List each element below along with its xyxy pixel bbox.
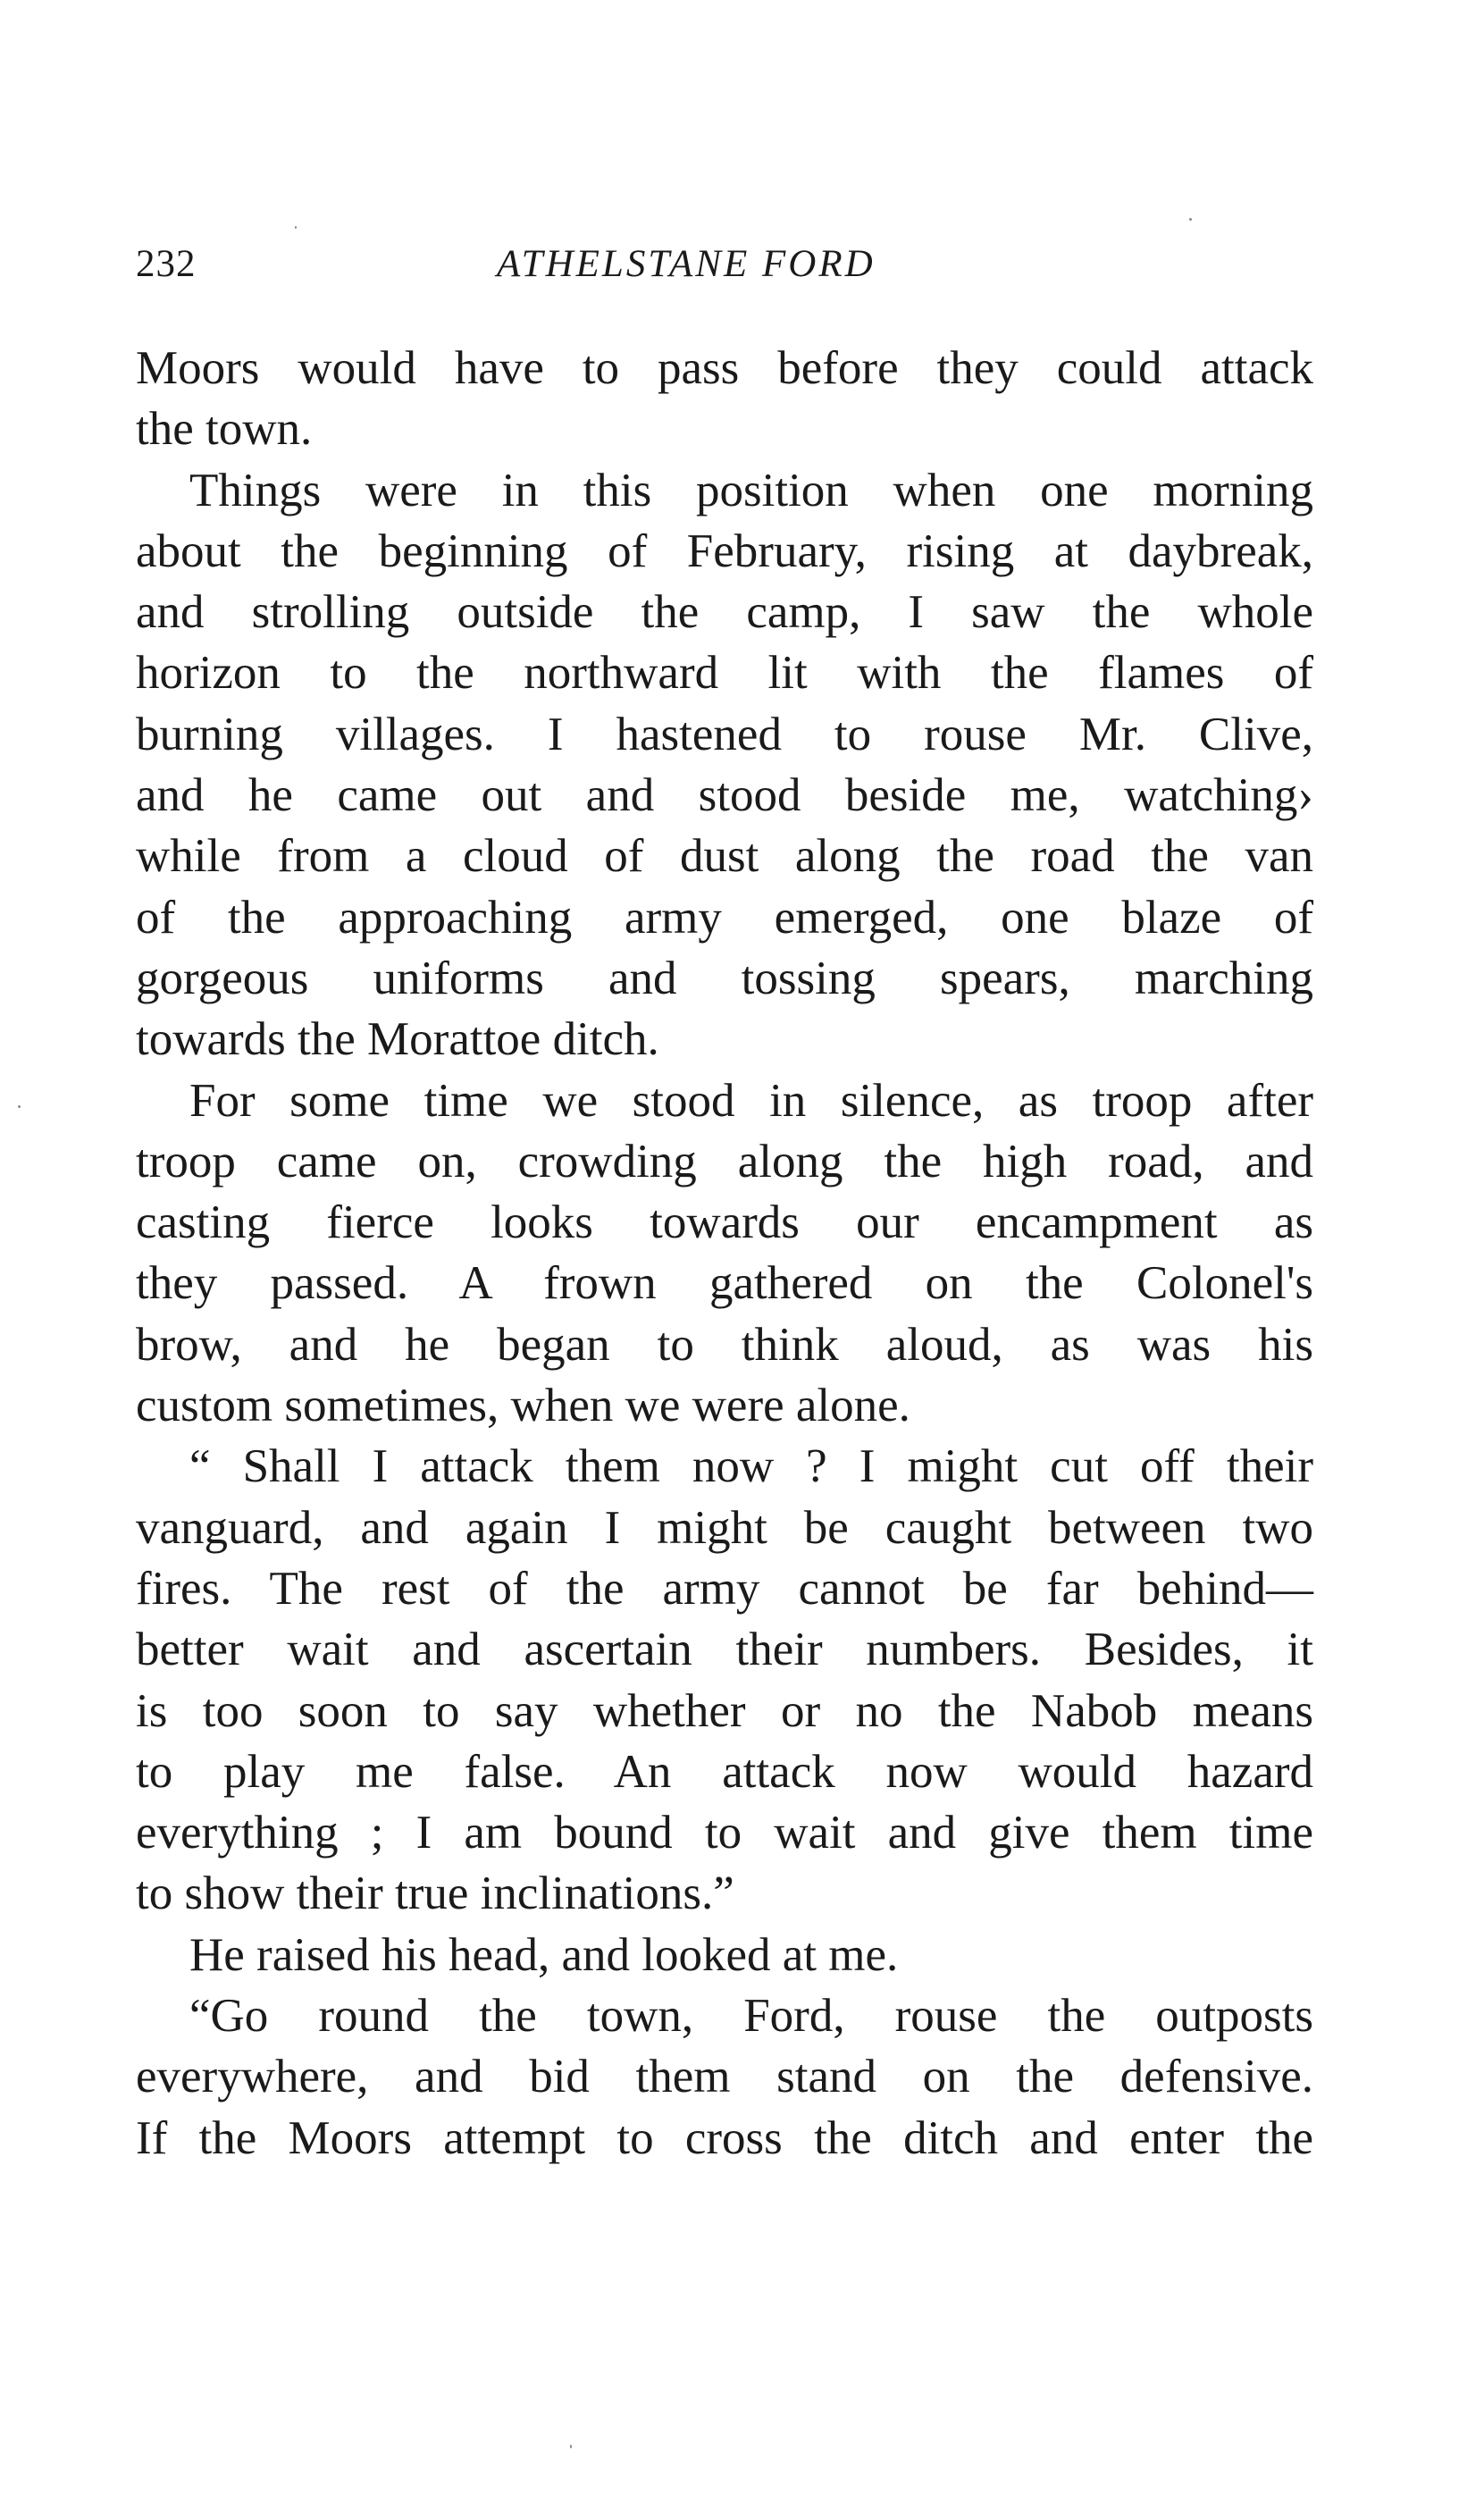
text-line: fires. The rest of the army cannot be far behind— bbox=[136, 1562, 1313, 1615]
text-line: the town. bbox=[136, 403, 313, 456]
text-line: everywhere, and bid them stand on the defensive. bbox=[136, 2051, 1313, 2103]
running-head bbox=[136, 239, 1351, 290]
scan-speck bbox=[570, 2445, 572, 2448]
text-line: vanguard, and again I might be caught between two bbox=[136, 1501, 1313, 1554]
text-line: Things were in this position when one morning bbox=[189, 464, 1313, 516]
text-line: custom sometimes, when we were alone. bbox=[136, 1380, 910, 1432]
text-line: everything ; I am bound to wait and give them time bbox=[136, 1807, 1313, 1859]
text-line: of the approaching army emerged, one blaze of bbox=[136, 891, 1313, 944]
text-line: is too soon to say whether or no the Nabob means bbox=[136, 1684, 1313, 1737]
scan-speck bbox=[295, 226, 297, 229]
text-line: gorgeous uniforms and tossing spears, marching bbox=[136, 952, 1313, 1004]
text-line: and strolling outside the camp, I saw the whole bbox=[136, 586, 1313, 639]
text-line: horizon to the northward lit with the flames of bbox=[136, 647, 1313, 700]
text-line: and he came out and stood beside me, watching› bbox=[136, 769, 1313, 822]
text-line: to play me false. An attack now would hazard bbox=[136, 1745, 1313, 1798]
text-line: they passed. A frown gathered on the Colonel's bbox=[136, 1257, 1313, 1310]
text-line: casting fierce looks towards our encampment as bbox=[136, 1196, 1313, 1249]
text-line: to show their true inclinations.” bbox=[136, 1867, 734, 1920]
text-line: “ Shall I attack them now ? I might cut off their bbox=[189, 1440, 1313, 1493]
scan-speck bbox=[18, 1105, 21, 1108]
text-line: Moors would have to pass before they could attack bbox=[136, 342, 1313, 394]
text-line: better wait and ascertain their numbers. Besides, it bbox=[136, 1624, 1313, 1676]
text-line: about the beginning of February, rising at daybreak, bbox=[136, 525, 1313, 577]
text-line: brow, and he began to think aloud, as was his bbox=[136, 1318, 1313, 1371]
text-line: He raised his head, and looked at me. bbox=[189, 1928, 899, 1981]
text-line: If the Moors attempt to cross the ditch and enter the bbox=[136, 2111, 1313, 2164]
text-line: burning villages. I hastened to rouse Mr. Clive, bbox=[136, 708, 1313, 760]
text-line: For some time we stood in silence, as troop after bbox=[189, 1074, 1313, 1127]
text-line: troop came on, crowding along the high road, and bbox=[136, 1135, 1313, 1188]
body-text bbox=[136, 338, 1313, 2169]
text-line: towards the Morattoe ditch. bbox=[136, 1013, 659, 1066]
text-line: “Go round the town, Ford, rouse the outposts bbox=[189, 1990, 1313, 2043]
text-line: while from a cloud of dust along the road the van bbox=[136, 830, 1313, 883]
scan-speck bbox=[1189, 218, 1192, 221]
running-title: ATHELSTANE FORD bbox=[497, 243, 876, 285]
page-number: 232 bbox=[136, 243, 197, 285]
